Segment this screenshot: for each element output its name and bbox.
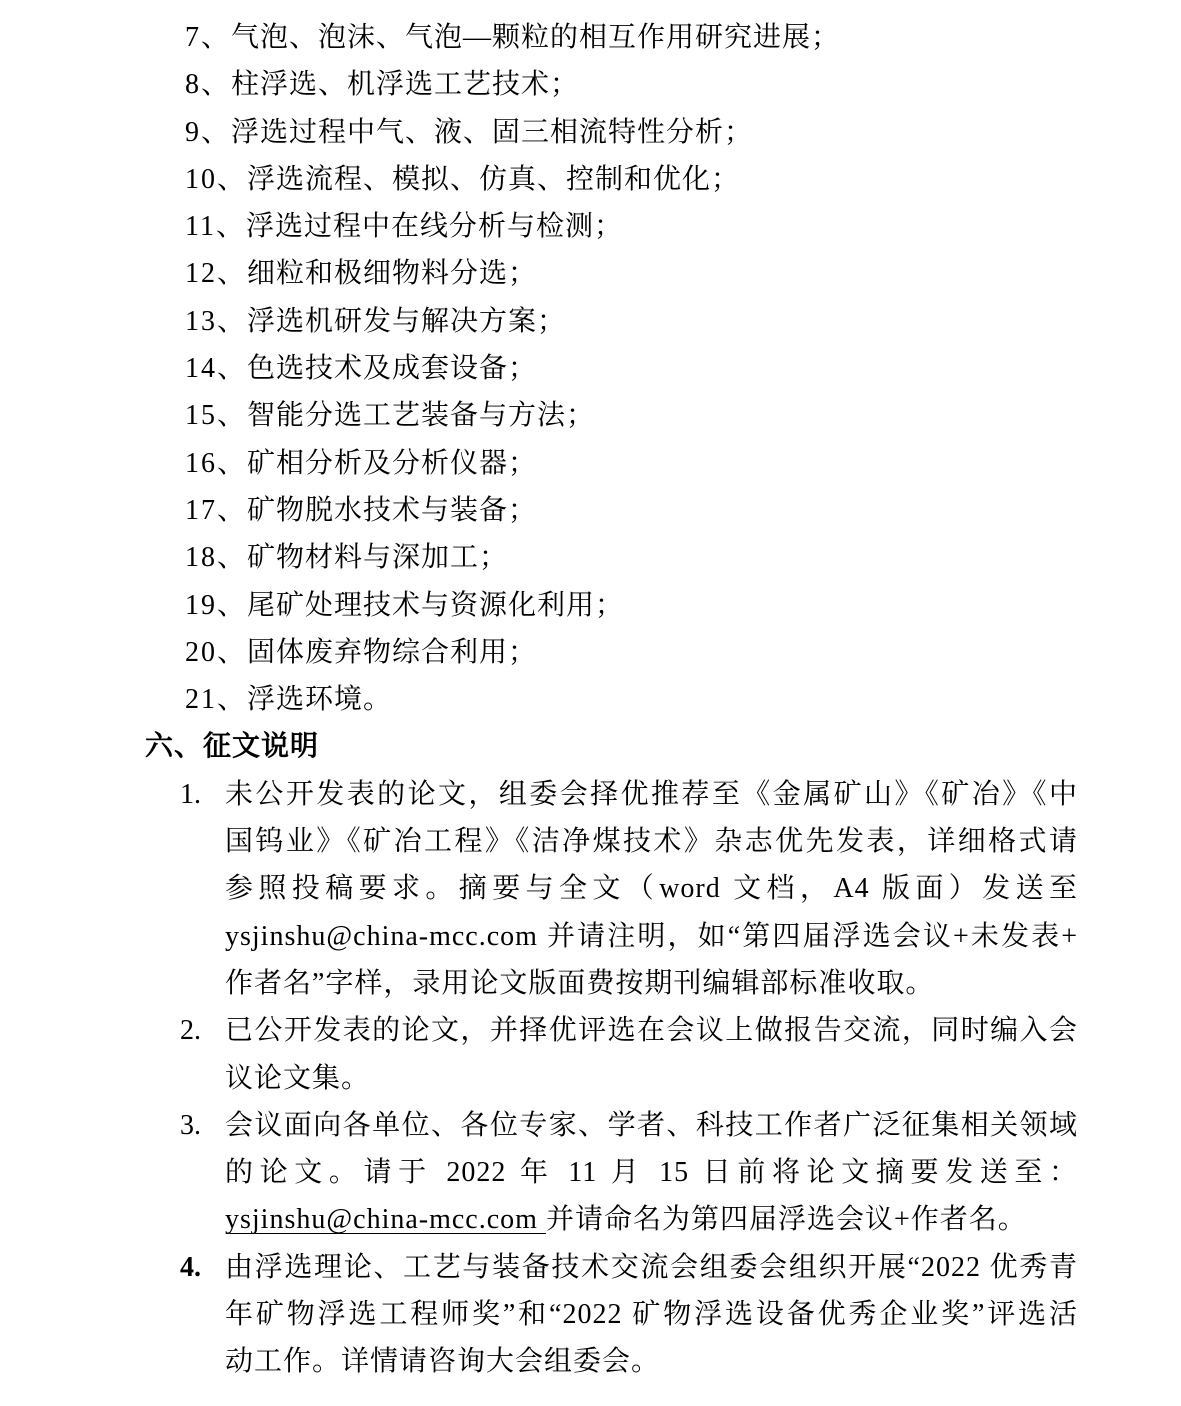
- topic-item: [185, 345, 1078, 392]
- text-segment: 参照投稿要求。摘要与全文（word 文档，A4 版面）发送至: [225, 873, 1078, 905]
- topic-item: [185, 629, 1078, 676]
- note-line: [225, 913, 1078, 960]
- note-line: [225, 1007, 1078, 1054]
- note-item: [145, 1244, 1078, 1386]
- topic-number: 21、: [185, 684, 248, 716]
- topic-number: 16、: [185, 447, 248, 479]
- text-segment: 的论文。请于 2022 年 11 月 15 日前将论文摘要发送至：: [225, 1157, 1078, 1189]
- note-number: 3.: [180, 1109, 201, 1141]
- text-segment: 年矿物浮选工程师奖”和“2022 矿物浮选设备优秀企业奖”评选活: [225, 1299, 1078, 1331]
- note-line: [225, 1291, 1078, 1338]
- email-link[interactable]: ysjinshu@china-mcc.com: [225, 1204, 546, 1236]
- topic-text: 浮选过程中在线分析与检测；: [245, 211, 623, 243]
- topic-text: 细粒和极细物料分选；: [247, 258, 538, 290]
- text-segment: 国钨业》《矿冶工程》《洁净煤技术》杂志优先发表，详细格式请: [225, 826, 1078, 858]
- notes-list: [145, 771, 1078, 1386]
- note-line: [225, 1196, 1078, 1243]
- topic-item: [185, 487, 1078, 534]
- text-segment: 由浮选理论、工艺与装备技术交流会组委会组织开展“2022 优秀青: [225, 1251, 1078, 1283]
- text-segment: 未公开发表的论文，组委会择优推荐至《金属矿山》《矿冶》《中: [225, 778, 1078, 810]
- topic-text: 矿相分析及分析仪器；: [247, 447, 538, 479]
- note-line: [225, 1149, 1078, 1196]
- section-heading: 六、征文说明: [145, 731, 320, 763]
- topic-number: 13、: [185, 305, 248, 337]
- topic-item: [185, 203, 1078, 250]
- topic-item: [185, 156, 1078, 203]
- text-segment: 作者名”字样，录用论文版面费按期刊编辑部标准收取。: [225, 967, 935, 999]
- note-line: [225, 1338, 1078, 1385]
- topic-number: 18、: [185, 542, 248, 574]
- topic-text: 色选技术及成套设备；: [247, 353, 538, 385]
- note-number: 4.: [180, 1251, 201, 1283]
- note-number: 1.: [180, 778, 201, 810]
- topic-text: 固体废弃物综合利用；: [247, 636, 538, 668]
- topic-number: 10、: [185, 163, 248, 195]
- topic-list: [145, 14, 1078, 723]
- topic-text: 浮选环境。: [247, 684, 393, 716]
- topic-number: 17、: [185, 494, 248, 526]
- topic-item: [185, 534, 1078, 581]
- note-line: [225, 1102, 1078, 1149]
- topic-text: 智能分选工艺装备与方法；: [247, 400, 596, 432]
- topic-text: 尾矿处理技术与资源化利用；: [247, 589, 625, 621]
- topic-item: [185, 109, 1078, 156]
- topic-item: [185, 676, 1078, 723]
- topic-text: 柱浮选、机浮选工艺技术；: [231, 69, 580, 101]
- topic-number: 19、: [185, 589, 248, 621]
- note-line: [225, 771, 1078, 818]
- topic-number: 9、: [185, 116, 232, 148]
- note-line: [225, 1055, 1078, 1102]
- topic-item: [185, 61, 1078, 108]
- topic-number: 11、: [185, 211, 246, 243]
- topic-item: [185, 14, 1078, 61]
- topic-text: 浮选流程、模拟、仿真、控制和优化；: [247, 163, 741, 195]
- text-segment: 已公开发表的论文，并择优评选在会议上做报告交流，同时编入会: [225, 1015, 1078, 1047]
- topic-item: [185, 392, 1078, 439]
- note-line: [225, 818, 1078, 865]
- text-segment: 议论文集。: [225, 1062, 371, 1094]
- topic-number: 7、: [185, 22, 232, 53]
- text-segment: 并请命名为第四届浮选会议+作者名。: [545, 1204, 1027, 1236]
- topic-number: 20、: [185, 636, 248, 668]
- topic-item: [185, 250, 1078, 297]
- topic-item: [185, 582, 1078, 629]
- note-line: [225, 960, 1078, 1007]
- topic-text: 浮选过程中气、液、固三相流特性分析；: [231, 116, 754, 148]
- note-item: [145, 1102, 1078, 1244]
- note-line: [225, 1244, 1078, 1291]
- topic-text: 浮选机研发与解决方案；: [247, 305, 567, 337]
- note-line: [225, 865, 1078, 912]
- topic-number: 8、: [185, 69, 232, 101]
- note-number: 2.: [180, 1015, 201, 1047]
- topic-text: 气泡、泡沫、气泡—颗粒的相互作用研究进展；: [231, 22, 841, 53]
- topic-number: 12、: [185, 258, 248, 290]
- text-segment: 会议面向各单位、各位专家、学者、科技工作者广泛征集相关领域: [225, 1109, 1078, 1141]
- topic-text: 矿物材料与深加工；: [247, 542, 509, 574]
- note-item: [145, 771, 1078, 1007]
- topic-number: 15、: [185, 400, 248, 432]
- topic-item: [185, 298, 1078, 345]
- text-segment: ysjinshu@china-mcc.com 并请注明，如“第四届浮选会议+未发表+: [225, 920, 1078, 952]
- text-segment: 动工作。详情请咨询大会组委会。: [225, 1346, 661, 1378]
- topic-item: [185, 440, 1078, 487]
- topic-text: 矿物脱水技术与装备；: [247, 494, 538, 526]
- topic-number: 14、: [185, 353, 248, 385]
- note-item: [145, 1007, 1078, 1102]
